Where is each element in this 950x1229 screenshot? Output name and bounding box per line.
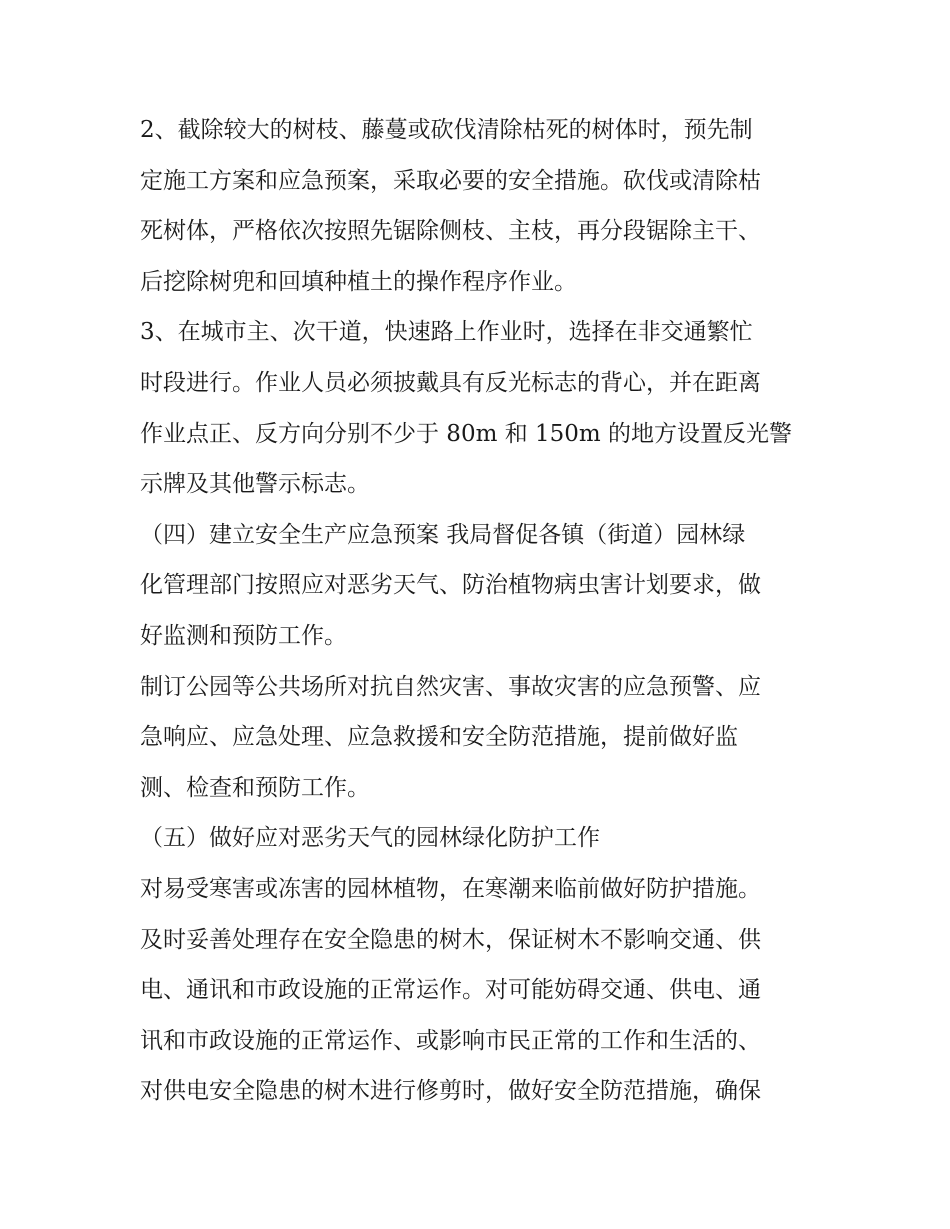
text-line-13: 急响应、应急处理、应急救援和安全防范措施，提前做好监 [140,724,738,751]
text-line-18: 电、通讯和市政设施的正常运作。对可能妨碍交通、供电、通 [140,977,761,1004]
document-body [140,105,820,1117]
text-line-4: 后挖除树兜和回填种植土的操作程序作业。 [140,268,577,295]
section-heading-4: （四）建立安全生产应急预案 我局督促各镇（街道）园林绿 [140,521,746,548]
text-line-2: 定施工方案和应急预案，采取必要的安全措施。砍伐或清除枯 [140,167,761,194]
text-line-1: 2、截除较大的树枝、藤蔓或砍伐清除枯死的树体时，预先制 [140,117,753,143]
text-line-19: 讯和市政设施的正常运作、或影响市民正常的工作和生活的、 [140,1027,761,1054]
text-line-5: 3、在城市主、次干道，快速路上作业时，选择在非交通繁忙 [140,319,753,346]
text-line-11: 好监测和预防工作。 [140,622,347,649]
text-line-8: 示牌及其他警示标志。 [140,471,370,498]
text-line-12: 制订公园等公共场所对抗自然灾害、事故灾害的应急预警、应 [140,673,761,700]
text-line-3: 死树体，严格依次按照先锯除侧枝、主枝，再分段锯除主干、 [140,218,761,245]
text-line-17: 及时妥善处理存在安全隐患的树木，保证树木不影响交通、供 [140,926,761,953]
section-heading-5: （五）做好应对恶劣天气的园林绿化防护工作 [140,825,600,852]
text-line-7: 作业点正、反方向分别不少于 80m 和 150m 的地方设置反光警 [140,420,793,447]
text-line-10: 化管理部门按照应对恶劣天气、防治植物病虫害计划要求，做 [140,572,761,599]
text-line-6: 时段进行。作业人员必须披戴具有反光标志的背心，并在距离 [140,369,761,396]
text-line-16: 对易受寒害或冻害的园林植物，在寒潮来临前做好防护措施。 [140,875,761,902]
text-line-20: 对供电安全隐患的树木进行修剪时，做好安全防范措施，确保 [140,1078,761,1105]
text-line-14: 测、检查和预防工作。 [140,774,370,801]
